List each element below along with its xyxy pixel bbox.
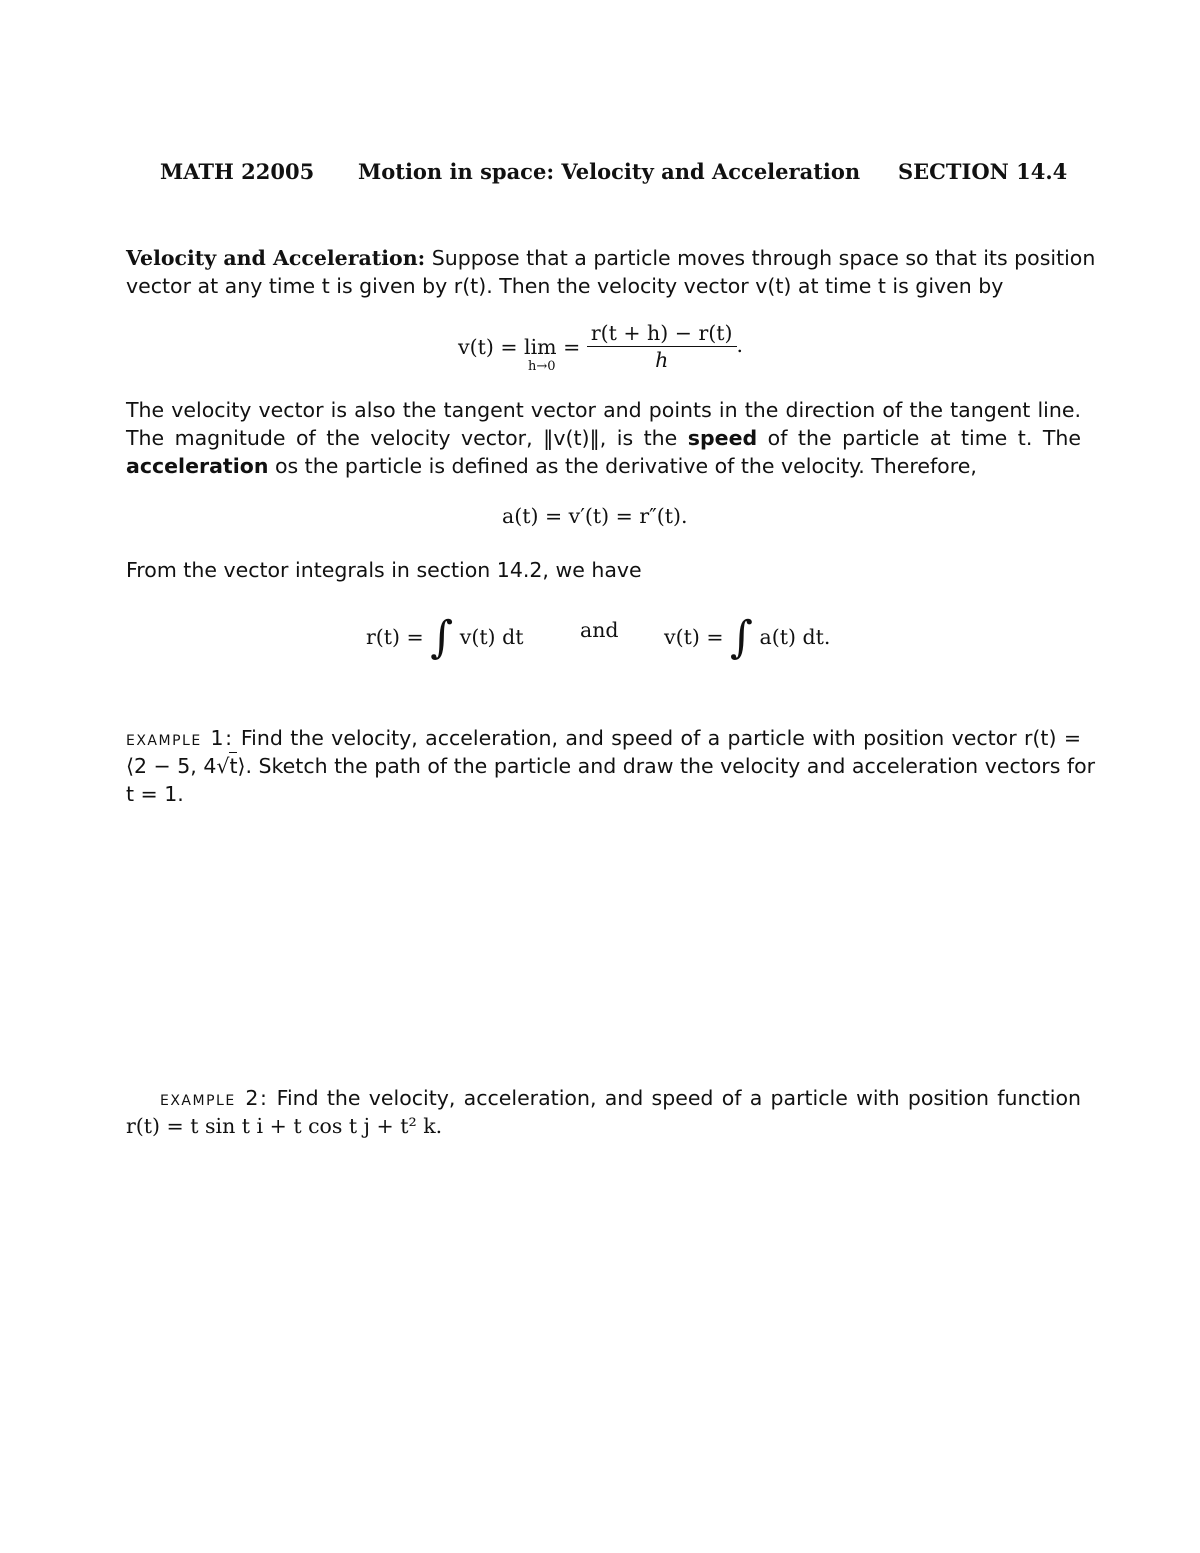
eq3-left-lhs: r(t) = [366,625,424,649]
example1-line-2 [126,752,1096,780]
para2-line-3 [126,452,977,480]
example2-line-1 [160,1084,1081,1112]
section-number: SECTION 14.4 [898,159,1068,184]
example1-line-2-a: ⟨2 − 5, 4√ [126,754,230,778]
velocity-limit-equation [458,320,743,373]
page-title: Motion in space: Velocity and Acceleration [358,159,861,184]
para2-line-2-a: The magnitude of the velocity vector, ‖v(t)‖, is the [126,426,688,450]
eq3-right-rhs: a(t) dt. [759,625,831,649]
para2-line-2 [126,424,1081,452]
eq3-left-rhs: v(t) dt [459,625,524,649]
intro-line-2: vector at any time t is given by r(t). Then the velocity vector v(t) at time t is given by [126,274,1004,298]
eq1-lim-subscript: h→0 [528,358,556,374]
para2-line-2-c: of the particle at time t. The [757,426,1081,450]
integral-equation-left [366,604,524,663]
integral-sign-right: ∫ [730,612,753,663]
intro-line-1 [126,244,1096,272]
example2-line-2: r(t) = t sin t i + t cos t j + t² k. [126,1114,443,1138]
radicand: t [229,754,238,778]
intro-heading: Velocity and Acceleration: [126,246,426,270]
example1-line-2-b: ⟩. Sketch the path of the particle and draw the velocity and acceleration vectors for [237,754,1096,778]
intro-line-1-text: Suppose that a particle moves through space so that its position [425,246,1096,270]
example1-line-1 [126,724,1081,752]
eq1-period: . [736,333,744,357]
example2-label: example 2: [160,1086,269,1110]
eq3-right-lhs: v(t) = [664,625,724,649]
para3: From the vector integrals in section 14.2, we have [126,558,642,582]
example2-line-1-text: Find the velocity, acceleration, and speed of a particle with position function [268,1086,1082,1110]
eq3-and: and [580,618,619,642]
eq1-lhs: v(t) = lim = [458,334,581,359]
example1-line-3: t = 1. [126,782,184,806]
integral-equation-right [664,604,831,663]
acceleration-term: acceleration [126,454,269,478]
para2-line-3-b: os the particle is defined as the derivative of the velocity. Therefore, [268,454,977,478]
eq1-fraction [587,320,737,373]
example1-label: example 1: [126,726,234,750]
eq1-numerator: r(t + h) − r(t) [587,320,737,347]
integral-sign-left: ∫ [430,612,454,663]
speed-term: speed [687,426,758,450]
acceleration-equation: a(t) = v′(t) = r″(t). [502,504,688,528]
course-number: MATH 22005 [160,159,315,184]
example1-line-1-text: Find the velocity, acceleration, and speed of a particle with position vector r(t) = [233,726,1081,750]
para2-line-1: The velocity vector is also the tangent vector and points in the direction of the tangent line. [126,398,1081,422]
eq1-denominator: h [655,348,669,372]
